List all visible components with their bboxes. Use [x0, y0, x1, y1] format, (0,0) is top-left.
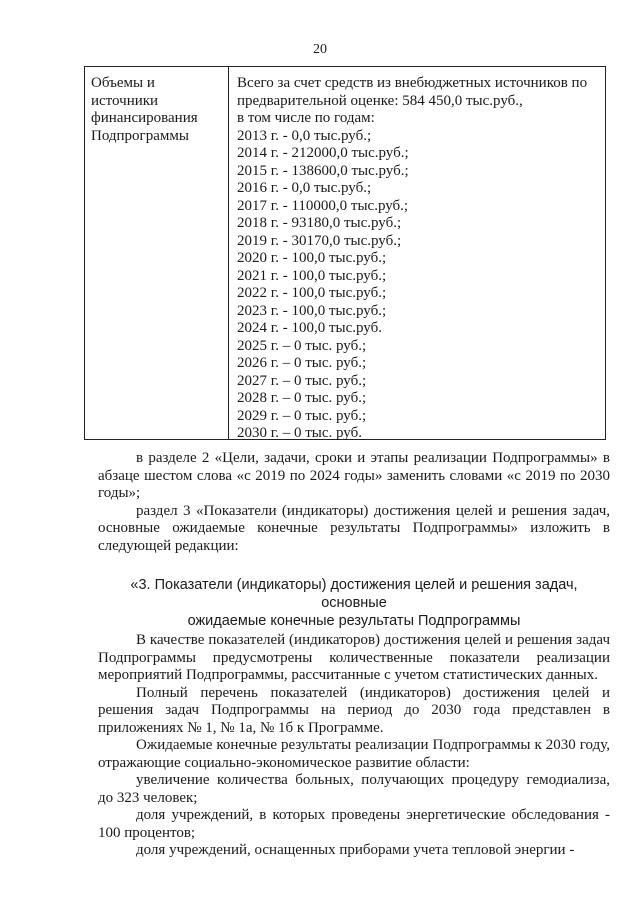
finance-table [84, 66, 606, 440]
year-line: 2016 г. - 0,0 тыс.руб.; [237, 180, 372, 196]
year-line: 2014 г. - 212000,0 тыс.руб.; [237, 145, 409, 161]
year-line: 2022 г. - 100,0 тыс.руб.; [237, 285, 387, 301]
year-line: 2025 г. – 0 тыс. руб.; [237, 337, 367, 354]
label-line: финансирования [91, 110, 198, 126]
year-line: 2015 г. - 138600,0 тыс.руб.; [237, 162, 409, 179]
year-line: 2030 г. – 0 тыс. руб. [237, 425, 362, 441]
year-line: 2021 г. - 100,0 тыс.руб.; [237, 267, 387, 284]
year-line: 2023 г. - 100,0 тыс.руб.; [237, 302, 387, 319]
section-heading-line: «3. Показатели (индикаторы) достижения целей и решения задач, основные [130, 577, 578, 611]
amendment-paragraph: в разделе 2 «Цели, задачи, сроки и этапы реализации Подпрограммы» в абзаце шестом слова «с 2019 по 2024 годы» заменить словами «с 2019 по 2030 годы»; [98, 450, 610, 501]
label-line: Объемы и [91, 75, 155, 91]
year-line: 2027 г. – 0 тыс. руб.; [237, 372, 367, 389]
finance-table-value-cell [229, 67, 605, 439]
section-heading [98, 576, 610, 630]
section-paragraph: доля учреждений, оснащенных приборами учета тепловой энергии - [136, 842, 575, 858]
year-line: 2018 г. - 93180,0 тыс.руб.; [237, 215, 402, 231]
year-line: 2029 г. – 0 тыс. руб.; [237, 407, 367, 424]
section-body [98, 632, 610, 860]
section-heading-line: ожидаемые конечные результаты Подпрограммы [187, 613, 521, 629]
page-number: 20 [313, 42, 327, 57]
year-line: 2020 г. - 100,0 тыс.руб.; [237, 250, 387, 266]
value-line: предварительной оценке: 584 450,0 тыс.руб., [237, 92, 523, 109]
section-paragraph: увеличение количества больных, получающих процедуру гемодиализа, до 323 человек; [98, 772, 610, 806]
amendment-paragraph: раздел 3 «Показатели (индикаторы) достижения целей и решения задач, основные ожидаемые конечные результаты Подпрограммы» изложить в следующей редакции: [98, 502, 610, 554]
year-line: 2026 г. – 0 тыс. руб.; [237, 355, 367, 371]
year-line: 2028 г. – 0 тыс. руб.; [237, 390, 367, 406]
label-line: источники [91, 92, 159, 109]
year-line: 2017 г. - 110000,0 тыс.руб.; [237, 197, 409, 214]
section-paragraph: Полный перечень показателей (индикаторов) достижения целей и решения задач Подпрограммы на период до 2030 года представлен в приложениях № 1, № 1а, № 1б к Программе. [98, 684, 610, 736]
amendments-block [98, 450, 610, 555]
section-paragraph: В качестве показателей (индикаторов) достижения целей и решения задач Подпрограммы предусмотрены количественные показатели реализации мероприятий Подпрограммы, рассчитанные с учетом статистических данных. [98, 632, 610, 683]
year-line: 2024 г. - 100,0 тыс.руб. [237, 320, 382, 336]
section-paragraph: доля учреждений, в которых проведены энергетические обследования - 100 процентов; [98, 807, 610, 841]
section-paragraph: Ожидаемые конечные результаты реализации Подпрограммы к 2030 году, отражающие социально-экономическое развитие области: [98, 737, 610, 771]
year-line: 2019 г. - 30170,0 тыс.руб.; [237, 232, 402, 249]
finance-table-label-cell [85, 67, 229, 439]
value-line: Всего за счет средств из внебюджетных источников по [237, 75, 588, 91]
year-line: 2013 г. - 0,0 тыс.руб.; [237, 127, 372, 144]
label-line: Подпрограммы [91, 127, 189, 144]
value-line: в том числе по годам: [237, 110, 375, 126]
